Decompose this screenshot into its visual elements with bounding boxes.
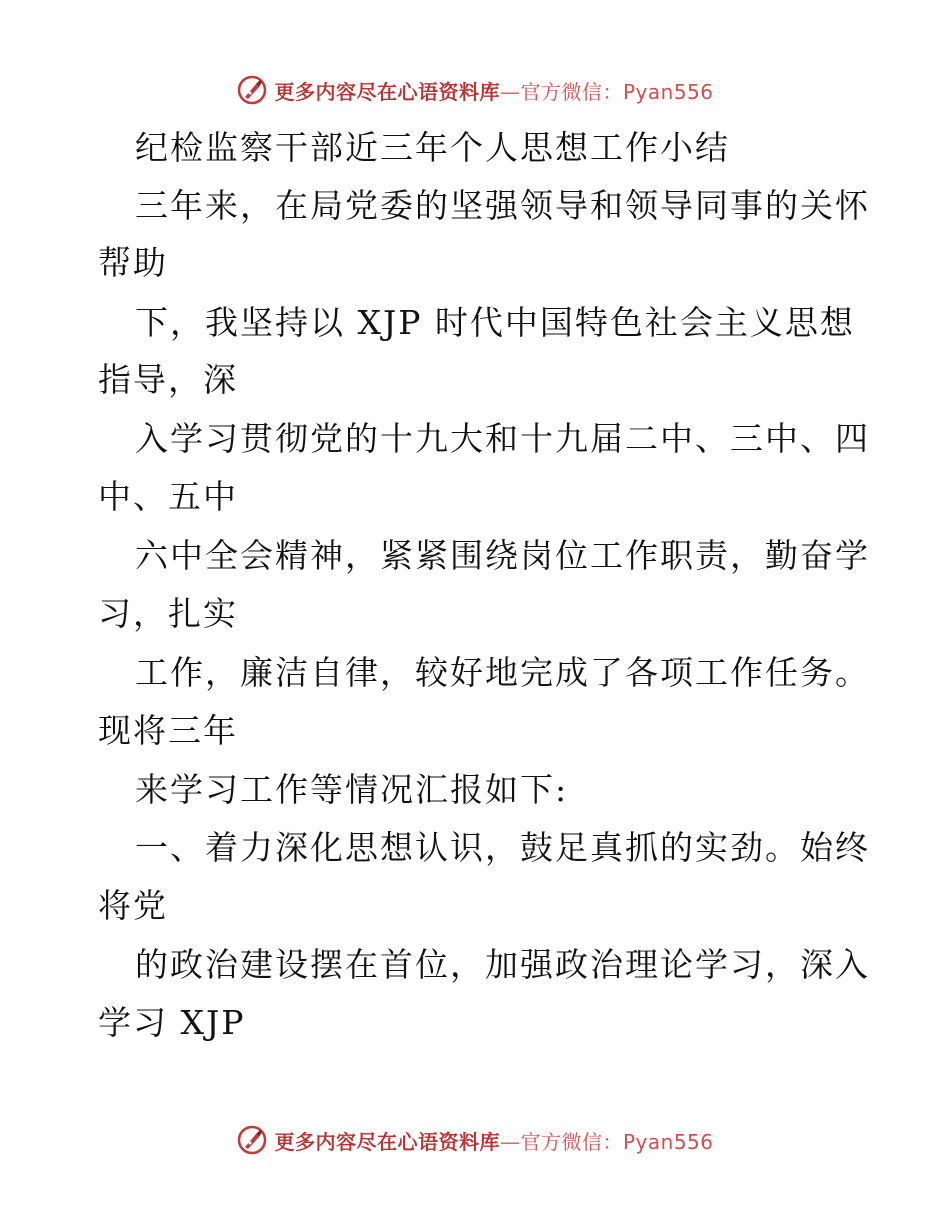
header-banner <box>0 70 950 110</box>
paragraph-line: 来学习工作等情况汇报如下: <box>135 770 569 809</box>
paragraph-line: 三年来，在局党委的坚强领导和领导同事的关怀 <box>135 186 870 225</box>
banner-brand: 更多内容尽在心语资料库 <box>274 79 500 104</box>
banner-separator: — <box>499 79 521 104</box>
paragraph-line: 的政治建设摆在首位，加强政治理论学习，深入 <box>135 945 870 984</box>
footer-banner <box>0 1120 950 1160</box>
pen-nib-circle-icon <box>236 74 268 106</box>
paragraph-line: 下，我坚持以 XJP 时代中国特色社会主义思想 <box>135 303 855 342</box>
paragraph-line: 帮助 <box>98 243 168 282</box>
paragraph-line: 中、五中 <box>98 477 238 516</box>
paragraph-line: 现将三年 <box>98 711 238 750</box>
banner-brand: 更多内容尽在心语资料库 <box>274 1129 500 1154</box>
banner-text <box>274 1126 713 1155</box>
paragraph-line: 一、着力深化思想认识，鼓足真抓的实劲。始终 <box>135 828 870 867</box>
banner-wechat-label: 官方微信： <box>520 79 623 104</box>
banner-wechat-id: Pyan556 <box>622 79 714 104</box>
banner-separator: — <box>499 1129 521 1154</box>
banner-text <box>274 76 713 105</box>
pen-nib-circle-icon <box>236 1124 268 1156</box>
document-title: 纪检监察干部近三年个人思想工作小结 <box>135 128 730 167</box>
paragraph-line: 工作，廉洁自律，较好地完成了各项工作任务。 <box>135 653 870 692</box>
paragraph-line: 六中全会精神，紧紧围绕岗位工作职责，勤奋学 <box>135 536 870 575</box>
banner-wechat-id: Pyan556 <box>622 1129 714 1154</box>
banner-wechat-label: 官方微信： <box>520 1129 623 1154</box>
paragraph-line: 将党 <box>98 886 168 925</box>
paragraph-line: 学习 XJP <box>98 1003 246 1042</box>
paragraph-line: 入学习贯彻党的十九大和十九届二中、三中、四 <box>135 419 870 458</box>
paragraph-line: 习，扎实 <box>98 594 238 633</box>
paragraph-line: 指导，深 <box>98 360 238 399</box>
